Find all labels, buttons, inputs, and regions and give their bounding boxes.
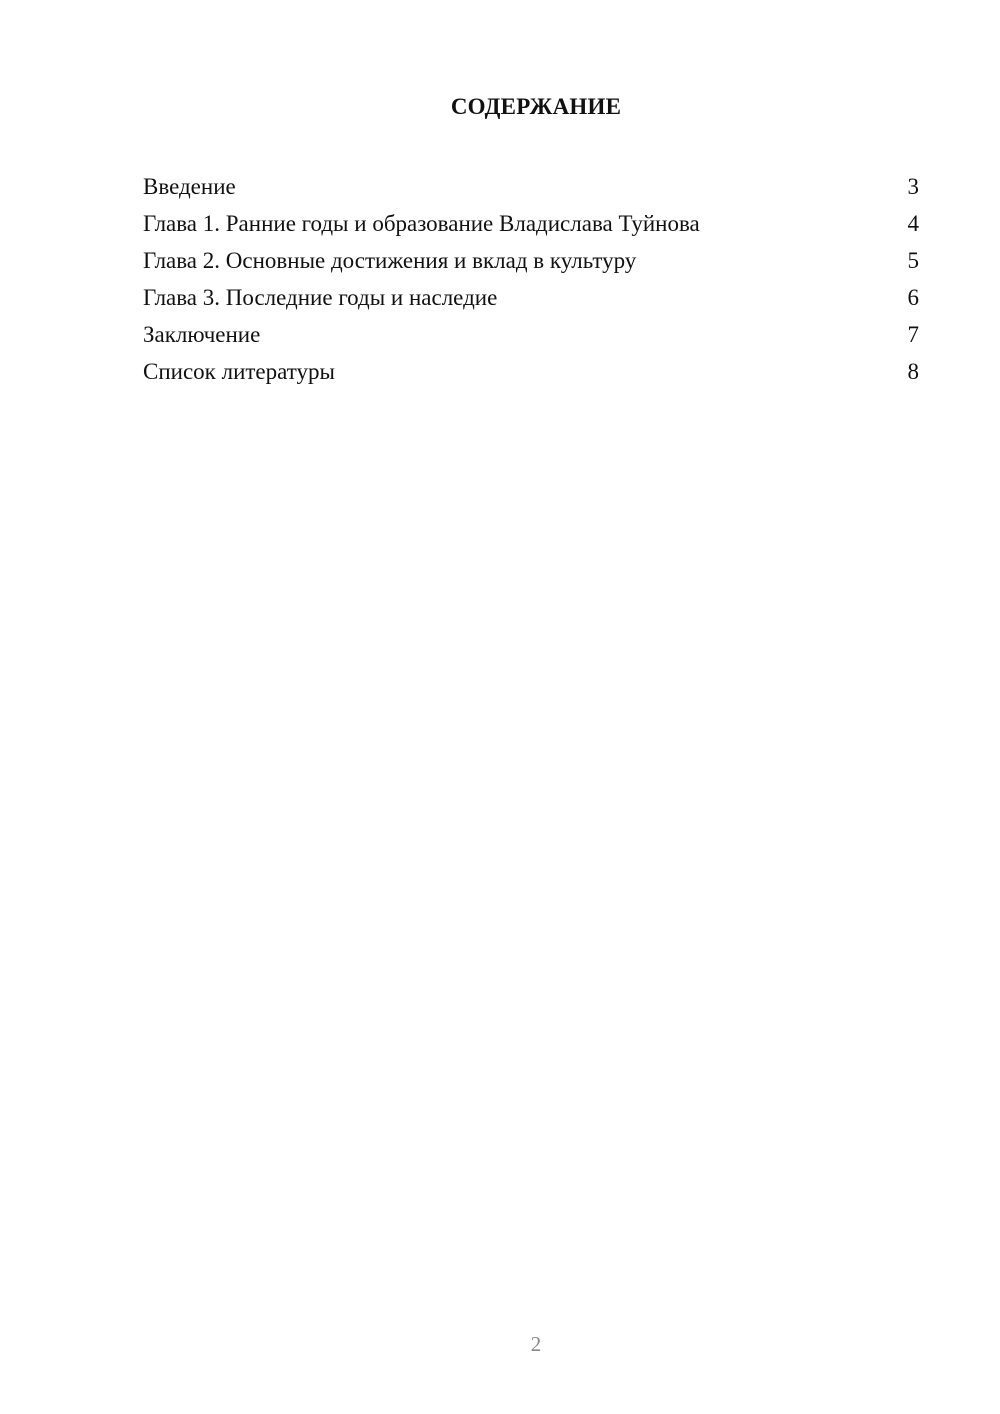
toc-entry-page: 6 xyxy=(907,285,919,310)
toc-entry xyxy=(143,242,919,279)
table-of-contents xyxy=(143,168,919,390)
toc-entry-page: 7 xyxy=(907,322,919,347)
toc-entry-page: 4 xyxy=(907,211,919,236)
toc-entry-page: 3 xyxy=(907,174,919,199)
page-number: 2 xyxy=(530,1332,542,1356)
toc-entry xyxy=(143,205,919,242)
toc-entry-label: Глава 1. Ранние годы и образование Владислава Туйнова xyxy=(143,211,700,236)
page-title: СОДЕРЖАНИЕ xyxy=(450,94,622,119)
toc-entry-label: Введение xyxy=(143,174,236,199)
toc-entry-label: Заключение xyxy=(143,322,261,347)
toc-entry xyxy=(143,353,919,390)
toc-entry xyxy=(143,316,919,353)
toc-entry-label: Глава 2. Основные достижения и вклад в культуру xyxy=(143,248,637,273)
toc-entry xyxy=(143,279,919,316)
toc-entry-page: 8 xyxy=(907,359,919,384)
toc-entry-page: 5 xyxy=(907,248,919,273)
toc-entry-label: Глава 3. Последние годы и наследие xyxy=(143,285,498,310)
toc-entry xyxy=(143,168,919,205)
toc-entry-label: Список литературы xyxy=(143,359,335,384)
